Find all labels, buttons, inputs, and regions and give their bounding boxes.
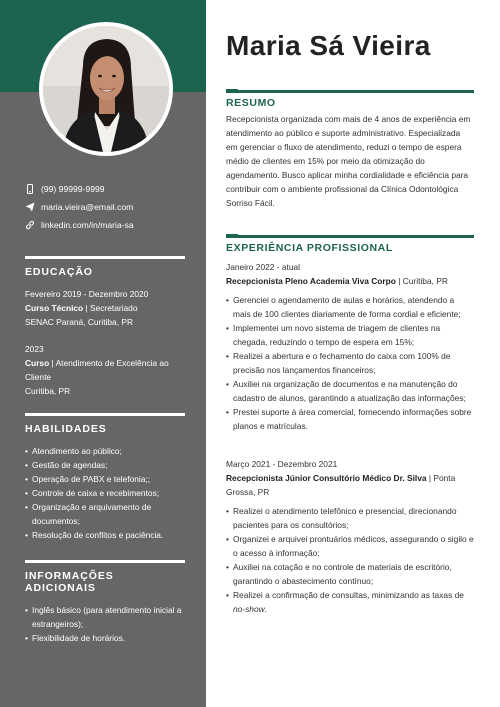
job-bullets bbox=[226, 293, 474, 433]
job-bullet-text: Realizei a confirmação de consultas, minimizando as taxas de bbox=[233, 590, 464, 600]
education-degree: Curso bbox=[25, 357, 50, 368]
education-course bbox=[25, 356, 185, 384]
job-bullet: • Gerenciei o agendamento de aulas e horários, atendendo a mais de 100 clientes diariamente de forma cordial e eficiente; bbox=[226, 293, 474, 321]
education-degree: Curso Técnico bbox=[25, 302, 84, 313]
contact-linkedin[interactable] bbox=[25, 216, 195, 234]
education-entry bbox=[25, 287, 185, 329]
send-icon bbox=[25, 202, 35, 212]
job-bullet-end: . bbox=[264, 604, 267, 614]
skill-item: • Organização e arquivamento de documentos; bbox=[25, 500, 185, 528]
email-text[interactable]: maria.vieira@email.com bbox=[41, 202, 134, 212]
skills-title: HABILIDADES bbox=[25, 422, 107, 435]
section-divider bbox=[25, 560, 185, 563]
skill-item: • Resolução de conflitos e paciência. bbox=[25, 528, 185, 542]
additional-info-item: • Flexibilidade de horários. bbox=[25, 631, 185, 645]
job-title: Recepcionista Júnior Consultório Médico Dr. Silva bbox=[226, 473, 427, 483]
job-bullet: • Realizei o atendimento telefônico e presencial, direcionando pacientes para os consultórios; bbox=[226, 504, 474, 532]
phone-icon bbox=[25, 184, 35, 194]
job-bullet: • Organizei e arquivei prontuários médicos, assegurando o sigilo e o acesso à informação; bbox=[226, 532, 474, 560]
skills-list bbox=[25, 444, 185, 542]
job-bullet: • Realizei a abertura e o fechamento do caixa com 100% de precisão nos lançamentos financeiros; bbox=[226, 349, 474, 377]
education-title: EDUCAÇÃO bbox=[25, 265, 93, 278]
job-bullet: • Implementei um novo sistema de triagem de clientes na chegada, reduzindo o tempo de espera em 15%; bbox=[226, 321, 474, 349]
job-entry bbox=[226, 260, 474, 433]
skill-item: • Operação de PABX e telefonia;; bbox=[25, 472, 185, 486]
profile-photo-frame bbox=[39, 22, 173, 156]
section-divider bbox=[25, 413, 185, 416]
education-detail: | Secretariado bbox=[83, 302, 138, 313]
job-bullet: • Auxiliei na cotação e no controle de materiais de escritório, garantindo o abastecimento contínuo; bbox=[226, 560, 474, 588]
contact-email[interactable] bbox=[25, 198, 195, 216]
additional-info-section bbox=[25, 560, 185, 645]
summary-title: RESUMO bbox=[226, 97, 276, 109]
education-date: 2023 bbox=[25, 343, 44, 354]
additional-info-item: • Inglês básico (para atendimento inicial a estrangeiros); bbox=[25, 603, 185, 631]
job-bullet: • Prestei suporte à área comercial, fornecendo informações sobre planos e matrículas. bbox=[226, 405, 474, 433]
link-icon bbox=[25, 220, 35, 230]
job-bullet-emphasis: no-show bbox=[233, 604, 265, 614]
job-title: Recepcionista Pleno Academia Viva Corpo bbox=[226, 276, 396, 286]
education-entry bbox=[25, 342, 185, 398]
additional-info-list bbox=[25, 603, 185, 645]
skills-section bbox=[25, 413, 185, 542]
job-date: Janeiro 2022 - atual bbox=[226, 262, 301, 272]
job-location: | Ponta Grossa, PR bbox=[226, 473, 456, 497]
sidebar bbox=[0, 0, 206, 707]
education-school: SENAC Paraná, Curitiba, PR bbox=[25, 316, 133, 327]
job-role bbox=[226, 274, 474, 288]
job-bullet: • Auxiliei na organização de documentos e na manutenção do cadastro de alunos, garantindo a atualização das informações; bbox=[226, 377, 474, 405]
summary-divider bbox=[226, 90, 474, 93]
skill-item: • Controle de caixa e recebimentos; bbox=[25, 486, 185, 500]
education-section bbox=[25, 256, 185, 398]
education-date: Fevereiro 2019 - Dezembro 2020 bbox=[25, 288, 149, 299]
section-divider bbox=[25, 256, 185, 259]
experience-divider bbox=[226, 235, 474, 238]
skill-item: • Atendimento ao público; bbox=[25, 444, 185, 458]
job-entry bbox=[226, 457, 474, 616]
page-title: Maria Sá Vieira bbox=[226, 30, 431, 61]
phone-text: (99) 99999-9999 bbox=[41, 184, 105, 194]
education-school: Curitiba, PR bbox=[25, 385, 71, 396]
skill-item: • Gestão de agendas; bbox=[25, 458, 185, 472]
contact-list bbox=[25, 180, 195, 234]
job-location: | Curitiba, PR bbox=[395, 276, 448, 286]
job-date: Março 2021 - Dezembro 2021 bbox=[226, 459, 338, 469]
profile-photo bbox=[43, 26, 169, 152]
education-course bbox=[25, 301, 185, 315]
additional-info-title: INFORMAÇÕES ADICIONAIS bbox=[25, 569, 114, 594]
summary-text: Recepcionista organizada com mais de 4 anos de experiência em atendimento ao público e suporte administrativo. Especializada em gerenciar o fluxo de atendimento, reduzi o tempo de espera médio de clientes em 15% por meio da otimização do agendamento. Busco aplicar minha cordialidade e eficiência para contribuir com o ambiente profissional da Clínica Odontológica Sorriso Fácil. bbox=[226, 114, 471, 208]
linkedin-text[interactable]: linkedin.com/in/maria-sa bbox=[41, 220, 134, 230]
education-detail: | Atendimento de Excelência ao Cliente bbox=[25, 357, 169, 382]
job-bullet bbox=[226, 588, 474, 616]
experience-title: EXPERIÊNCIA PROFISSIONAL bbox=[226, 242, 393, 254]
contact-phone bbox=[25, 180, 195, 198]
job-bullets bbox=[226, 504, 474, 616]
job-role bbox=[226, 471, 474, 499]
